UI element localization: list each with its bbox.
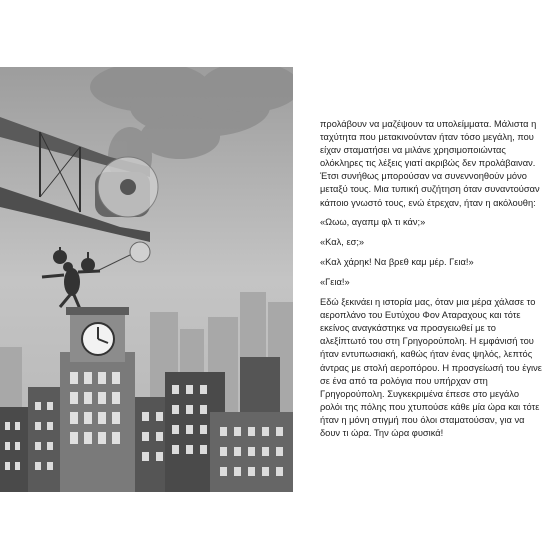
clock-tower-icon: [60, 307, 135, 492]
story-paragraph: προλάβουν να μαζέψουν τα υπολείμματα. Μάλιστα η ταχύτητα που μετακινούνταν ήταν τόσο μεγάλη, που είχαν σταματήσει να μιλάνε χρησιμοποιώντας ολόκληρες τις λέξεις γιατί ακριβώς δεν προλάβαιναν. Έτσι συνήθως μπορούσαν να συνεννοηθούν μόνο μεταξύ τους. Μια τυπική συζήτηση όταν συναντούσαν κάποιο γνωστό τους, ενώ έτρεχαν, ήταν η ακόλουθη:: [320, 119, 540, 208]
story-paragraph: Εδώ ξεκινάει η ιστορία μας, όταν μια μέρα χάλασε το αεροπλάνο του Ευτύχου Φον Αταραχους και τότε εκείνος αναγκάστηκε να προσγειωθεί με το αλεξίπτωτό του στη Γρηγορούπολη. Η εμφάνισή του ήταν εντυπωσιακή, καθώς ήταν ένας ψηλός, λεπτός άντρας με στολή αεροπόρου. Η προσγείωσή του έγινε σε ένα από τα ρολόγια που υπήρχαν στη Γρηγορούπολη. Συγκεκριμένα έπεσε στο μεγάλο ρολόι της πόλης που χτυπούσε κάθε μία ώρα και τότε ήταν η μόνη στιγμή που όλοι σταματούσαν, για να δουν τι ώρα. Την ώρα φυσικά!: [320, 297, 542, 438]
dialogue-line: «Καλ χάρηκ! Να βρεθ καμ μέρ. Γεια!»: [320, 256, 474, 267]
dialogue-line: «Καλ, εσ;»: [320, 236, 365, 247]
dialogue-line: «Ωωω, αγαπμ φλ τι κάν;»: [320, 216, 426, 227]
story-illustration: [0, 67, 293, 492]
dialogue-line: «Γεια!»: [320, 276, 350, 287]
story-text-page: [320, 118, 542, 446]
illustration-canvas: [0, 67, 293, 492]
